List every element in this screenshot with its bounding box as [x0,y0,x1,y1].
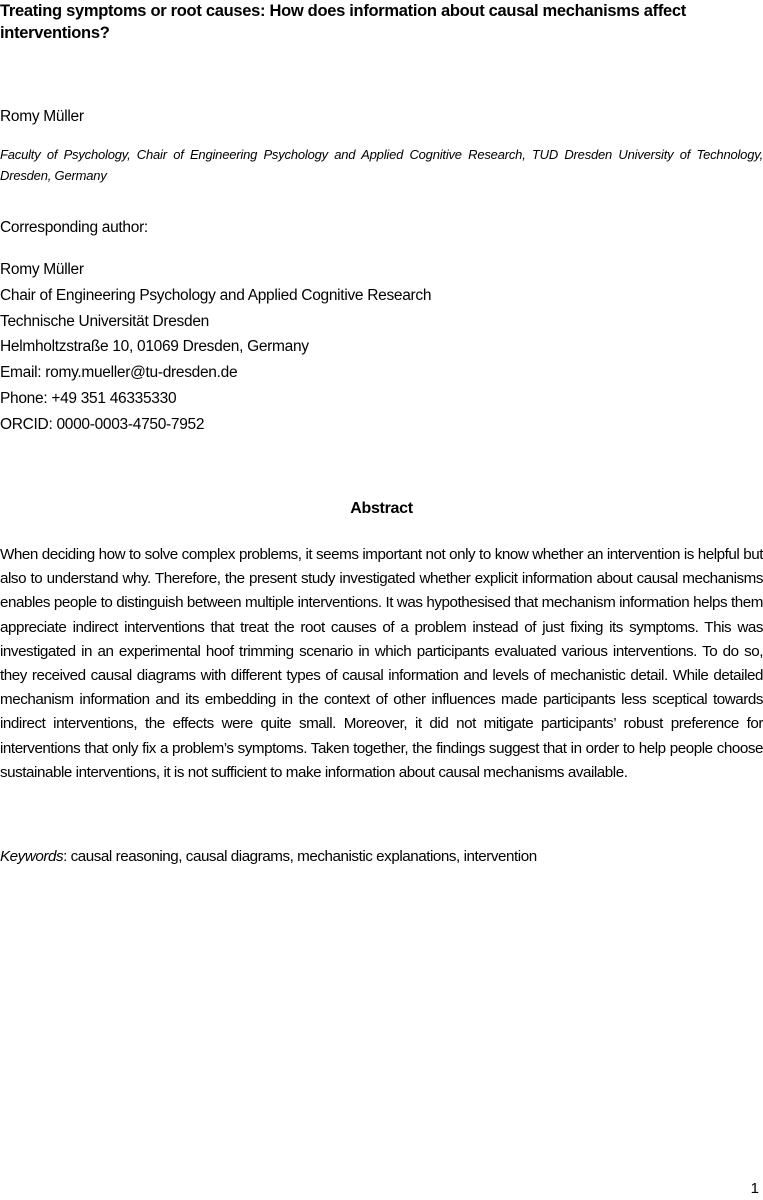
keywords-text: : causal reasoning, causal diagrams, mechanistic explanations, intervention [63,848,537,865]
contact-block [0,257,431,438]
corresponding-author-label: Corresponding author: [0,219,148,236]
contact-orcid: ORCID: 0000-0003-4750-7952 [0,415,205,433]
abstract-heading: Abstract [350,500,413,517]
contact-address: Helmholtzstraße 10, 01069 Dresden, Germany [0,338,309,356]
contact-university: Technische Universität Dresden [0,312,209,330]
author-affiliation: Faculty of Psychology, Chair of Engineering Psychology and Applied Cognitive Research, TUD Dresden University of Technology, Dresden, Germany [0,147,763,183]
author-name: Romy Müller [0,108,84,125]
paper-title: Treating symptoms or root causes: How does information about causal mechanisms affect interventions? [0,2,686,42]
contact-name: Romy Müller [0,261,84,278]
contact-phone: Phone: +49 351 46335330 [0,389,177,407]
keywords-label: Keywords [0,848,64,865]
contact-email: Email: romy.mueller@tu-dresden.de [0,364,238,382]
page-number: 1 [750,1180,759,1197]
keywords-line [0,848,763,865]
abstract-body: When deciding how to solve complex problems, it seems important not only to know whether an intervention is helpful but also to understand why. Therefore, the present study investigated whether explicit information about causal mechanisms enables people to distinguish between multiple interventions. It was hypothesised that mechanism information helps them appreciate indirect interventions that treat the root causes of a problem instead of just fixing its symptoms. This was investigated in an experimental hoof trimming scenario in which participants evaluated various interventions. To do so, they received causal diagrams with different types of causal information and levels of mechanistic detail. While detailed mechanism information and its embedding in the context of other influences made participants less sceptical towards indirect interventions, the effects were quite small. Moreover, it did not mitigate participants’ robust preference for interventions that only fix a problem’s symptoms. Taken together, the findings suggest that in order to help people choose sustainable interventions, it is not sufficient to make information about causal mechanisms available. [0,546,763,781]
contact-chair: Chair of Engineering Psychology and Applied Cognitive Research [0,286,432,304]
